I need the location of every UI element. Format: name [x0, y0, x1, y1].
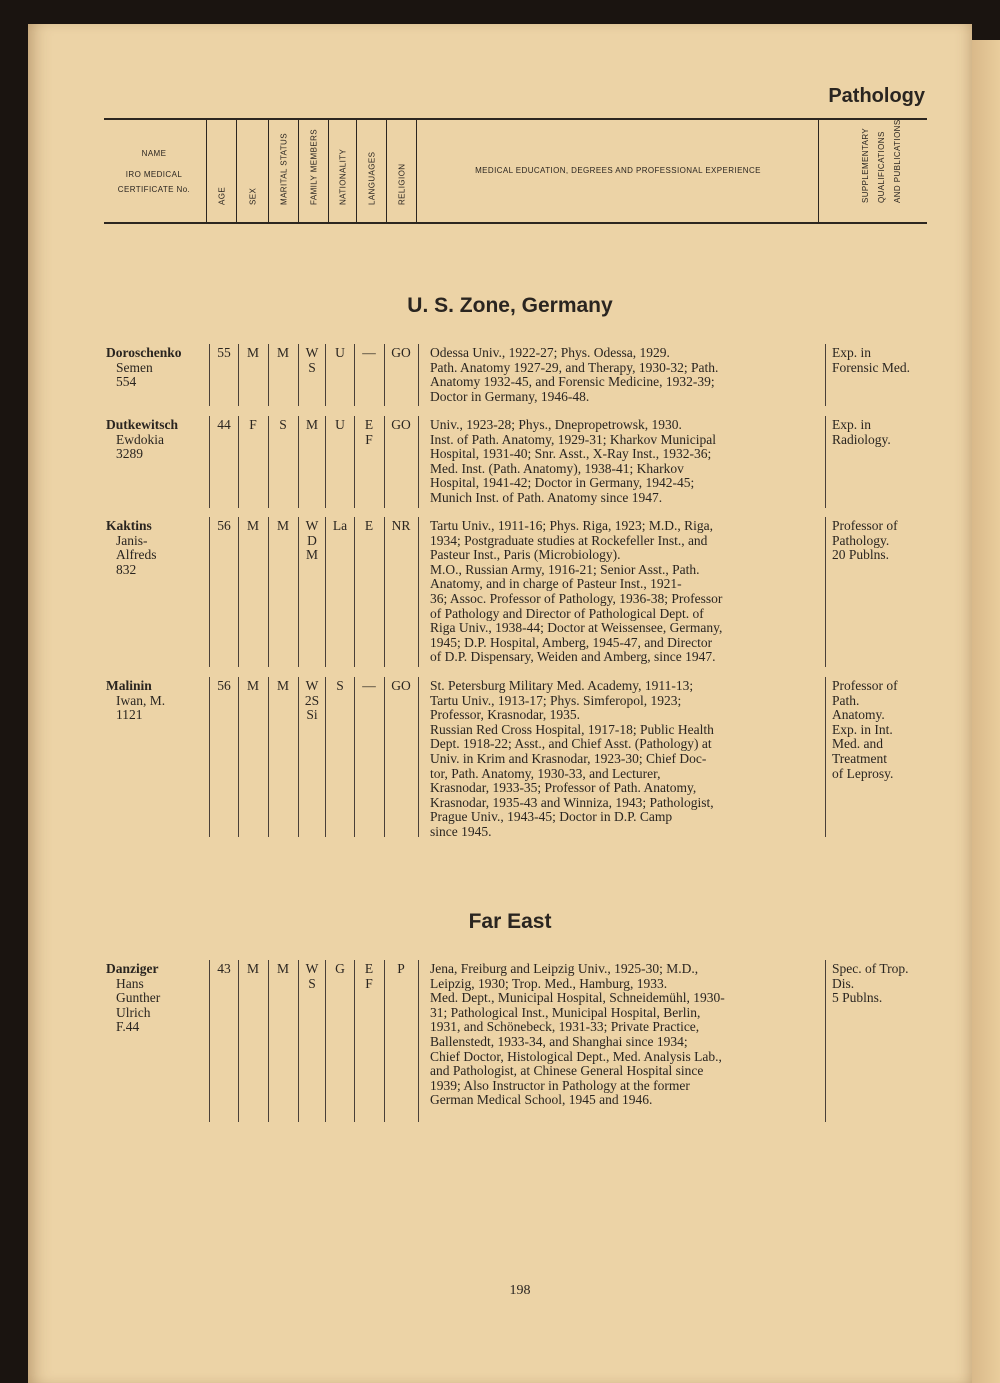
entry-supplementary: Professor of Path. Anatomy. Exp. in Int. Med. and Treatment of Leprosy. [832, 678, 898, 781]
entry-sex: M [246, 518, 259, 533]
header-religion: RELIGION [386, 120, 417, 222]
entry-name: Danziger Hans Gunther Ulrich F.44 [106, 961, 161, 1035]
header-name [104, 120, 206, 222]
entry-nationality: U [335, 345, 345, 360]
entry-education: Univ., 1923-28; Phys., Dnepropetrowsk, 1930. Inst. of Path. Anatomy, 1929-31; Kharkov Municipal Hospital, 1931-40; Snr. Asst., X-Ray Inst., 1932-36; Med. Inst. (Path. Anatomy), 1938-41; Kharkov Hospital, 1941-42; Doctor in Germany, 1942-45; Munich Inst. of Path. Anatomy since 1947. [430, 417, 716, 505]
entry-marital: M [276, 961, 289, 976]
entry-sex: M [246, 678, 259, 693]
header-education: MEDICAL EDUCATION, DEGREES AND PROFESSIONAL EXPERIENCE [416, 120, 819, 222]
header-languages: LANGUAGES [356, 120, 387, 222]
header-supplementary: SUPPLEMENTARY QUALIFICATIONS AND PUBLICATIONS [818, 120, 928, 222]
entry-name: Kaktins Janis- Alfreds 832 [106, 518, 157, 577]
entry-education: Jena, Freiburg and Leipzig Univ., 1925-30; M.D., Leipzig, 1930; Trop. Med., Hamburg, 1933. Med. Dept., Municipal Hospital, Schneidemühl, 1930- 31; Pathological Inst., Municipal Hospital, Berlin, 1931, and Schönebeck, 1931-33; Private Practice, Ballenstedt, 1933-34, and Shanghai since 1934; Chief Doctor, Histological Dept., Med. Analysis Lab., and Pathologist, at Chinese General Hospital since 1939; Also Instructor in Pathology at the former German Medical School, 1945 and 1946. [430, 961, 725, 1108]
entry-age: 43 [217, 961, 231, 976]
entry-religion: P [397, 961, 405, 976]
entry-sex: M [246, 961, 259, 976]
header-marital-status: MARITAL STATUS [268, 120, 299, 222]
entry-sex: F [249, 417, 257, 432]
entry-family: W S [305, 345, 319, 375]
entry-family: M [305, 417, 318, 432]
header-family-members: FAMILY MEMBERS [298, 120, 329, 222]
entry-marital: S [279, 417, 287, 432]
header-name-line: NAME [141, 149, 167, 158]
entry-supplementary: Professor of Pathology. 20 Publns. [832, 518, 898, 563]
entry-religion: GO [391, 345, 411, 360]
entry-education: Odessa Univ., 1922-27; Phys. Odessa, 1929. Path. Anatomy 1927-29, and Therapy, 1930-32; Path. Anatomy 1932-45, and Forensic Medicine, 1932-39; Doctor in Germany, 1946-48. [430, 345, 719, 404]
entry-nationality: G [335, 961, 345, 976]
entry-languages: E F [364, 961, 374, 991]
entry-name: Dutkewitsch Ewdokia 3289 [106, 417, 179, 462]
entry-education: Tartu Univ., 1911-16; Phys. Riga, 1923; M.D., Riga, 1934; Postgraduate studies at Rockefeller Inst., and Pasteur Inst., Paris (Microbiology). M.O., Russian Army, 1916-21; Senior Asst., Path. Anatomy, and in charge of Pasteur Inst., 1921- 36; Assoc. Professor of Pathology, 1936-38; Professor of Pathology and Director of Pathological Dept. of Riga Univ., 1938-44; Doctor at Weissensee, Germany, 1945; D.P. Hospital, Amberg, 1945-47, and Director of D.P. Dispensary, Weiden and Amberg, since 1947. [430, 518, 723, 665]
section-title-us-zone: U. S. Zone, Germany [407, 294, 613, 317]
entry-supplementary: Exp. in Forensic Med. [832, 345, 910, 375]
entry-marital: M [276, 518, 289, 533]
entry-family: W D M [305, 518, 319, 563]
entry-religion: NR [391, 518, 411, 533]
header-age: AGE [206, 120, 237, 222]
entry-languages: E F [364, 417, 374, 447]
entry-family: W S [305, 961, 319, 991]
header-name-line: IRO MEDICAL [125, 170, 183, 179]
entry-supplementary: Spec. of Trop. Dis. 5 Publns. [832, 961, 909, 1006]
entry-marital: M [276, 345, 289, 360]
next-page-edge [972, 40, 1000, 1383]
running-head: Pathology [828, 85, 925, 107]
entry-languages: E [364, 518, 374, 533]
header-nationality: NATIONALITY [328, 120, 357, 222]
entry-religion: GO [391, 417, 411, 432]
entry-age: 56 [217, 518, 231, 533]
entry-religion: GO [391, 678, 411, 693]
entry-nationality: S [336, 678, 344, 693]
table-header [104, 118, 927, 224]
entry-age: 55 [217, 345, 231, 360]
entry-name: Malinin Iwan, M. 1121 [106, 678, 166, 723]
entry-age: 44 [217, 417, 231, 432]
entry-sex: M [246, 345, 259, 360]
entry-nationality: La [332, 518, 348, 533]
entry-name: Doroschenko Semen 554 [106, 345, 182, 390]
entry-education: St. Petersburg Military Med. Academy, 1911-13; Tartu Univ., 1913-17; Phys. Simferopol, 1923; Professor, Krasnodar, 1935. Russian Red Cross Hospital, 1917-18; Public Health Dept. 1918-22; Asst., and Chief Asst. (Pathology) at Univ. in Krim and Krasnodar, 1923-30; Chief Doc- tor, Path. Anatomy, 1930-33, and Lecturer, Krasnodar, 1933-35; Professor of Path. Anatomy, Krasnodar, 1935-43 and Winniza, 1943; Pathologist, Prague Univ., 1943-45; Doctor in D.P. Camp since 1945. [430, 678, 714, 839]
entry-age: 56 [217, 678, 231, 693]
entry-family: W 2S Si [304, 678, 320, 723]
section-title-far-east: Far East [468, 910, 552, 933]
entry-languages: — [362, 678, 376, 693]
header-sex: SEX [236, 120, 269, 222]
entry-supplementary: Exp. in Radiology. [832, 417, 891, 447]
entry-marital: M [276, 678, 289, 693]
entry-languages: — [362, 345, 376, 360]
page-number: 198 [509, 1283, 531, 1298]
header-name-line: CERTIFICATE No. [117, 185, 191, 194]
entry-nationality: U [335, 417, 345, 432]
